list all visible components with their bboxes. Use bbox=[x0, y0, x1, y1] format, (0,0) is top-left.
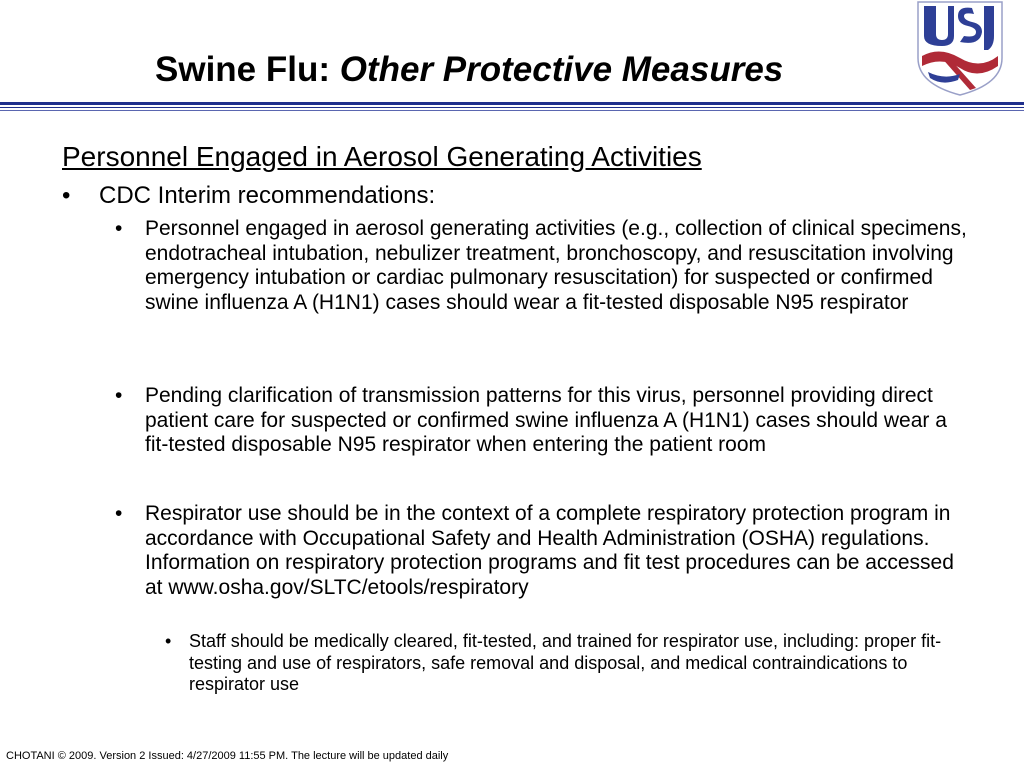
sub-list-item bbox=[165, 631, 985, 696]
title-underline-thin-2 bbox=[0, 110, 1024, 111]
sub-list-item-text: Staff should be medically cleared, fit-tested, and trained for respirator use, including: proper fit-testing and use of respirators, safe removal and disposal, and medical contraindications to respirator use bbox=[189, 631, 942, 694]
list-item bbox=[115, 502, 975, 600]
list-item-text: Respirator use should be in the context of a complete respiratory protection program in accordance with Occupational Safety and Health Administration (OSHA) regulations. Information on respiratory protection programs and fit test procedures can be accessed at www.osha.gov/SLTC/etools/respiratory bbox=[145, 502, 954, 599]
bullet-dot: • bbox=[62, 182, 71, 209]
list-item bbox=[115, 384, 975, 458]
level1-text: CDC Interim recommendations: bbox=[99, 182, 436, 209]
title-underline bbox=[0, 102, 1024, 105]
title-emphasis: Other Protective Measures bbox=[339, 50, 784, 89]
footer-text: CHOTANI © 2009. Version 2 Issued: 4/27/2009 11:55 PM. The lecture will be updated daily bbox=[6, 750, 449, 762]
bullet-dot: • bbox=[115, 384, 123, 407]
bullet-dot: • bbox=[115, 217, 123, 240]
slide-title bbox=[155, 50, 783, 90]
title-underline-thin bbox=[0, 107, 1024, 108]
list-item bbox=[115, 217, 975, 315]
list-item-text: Pending clarification of transmission patterns for this virus, personnel providing direct patient care for suspected or confirmed swine influenza A (H1N1) cases should wear a fit-tested disposable N95 respirator when entering the patient room bbox=[145, 384, 947, 456]
usu-logo-icon bbox=[914, 0, 1006, 96]
section-heading: Personnel Engaged in Aerosol Generating Activities bbox=[62, 141, 702, 172]
list-item-text: Personnel engaged in aerosol generating activities (e.g., collection of clinical specimens, endotracheal intubation, nebulizer treatment, bronchoscopy, and resuscitation involving emergency intubation or cardiac pulmonary resuscitation) for suspected or confirmed swine influenza A (H1N1) cases should wear a fit-tested disposable N95 respirator bbox=[145, 217, 967, 314]
level1-bullet bbox=[62, 182, 435, 210]
title-prefix: Swine Flu: bbox=[155, 50, 340, 89]
bullet-dot: • bbox=[165, 631, 172, 651]
bullet-dot: • bbox=[115, 502, 123, 525]
